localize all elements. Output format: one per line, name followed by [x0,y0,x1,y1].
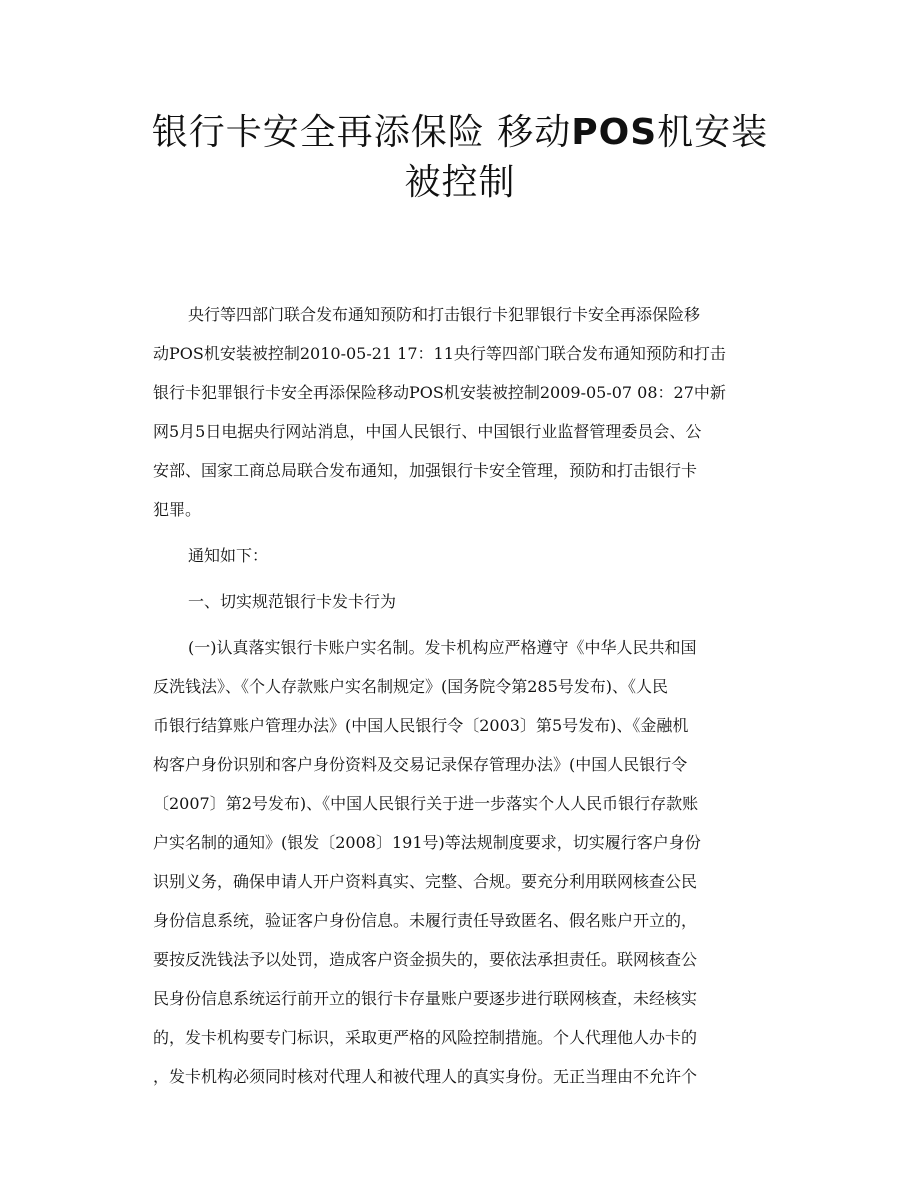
paragraph-line: 户实名制的通知》(银发〔2008〕191号)等法规制度要求，切实履行客户身份 [153,833,701,852]
title-line-1-part-a: 银行卡安全再添保险 移动 [151,112,572,153]
title-line-1 [130,108,790,158]
paragraph-line: 币银行结算账户管理办法》(中国人民银行令〔2003〕第5号发布)、《金融机 [153,716,689,735]
paragraph-line: 安部、国家工商总局联合发布通知，加强银行卡安全管理，预防和打击银行卡 [153,461,698,480]
paragraph-line: 身份信息系统，验证客户身份信息。未履行责任导致匿名、假名账户开立的， [153,911,698,930]
page-title [130,108,790,208]
title-line-1-part-b: POS [571,112,658,153]
paragraph-2: 通知如下： [188,546,269,565]
paragraph-line: 〔2007〕第2号发布)、《中国人民银行关于进一步落实个人人民币银行存款账 [153,794,699,813]
paragraph-line: 的，发卡机构要专门标识，采取更严格的风险控制措施。个人代理他人办卡的 [153,1028,698,1047]
document-body [153,295,768,1096]
title-line-1-part-c: 机安装 [657,112,769,153]
paragraph-line: 银行卡犯罪银行卡安全再添保险移动POS机安装被控制2009-05-07 08：27中新 [153,383,726,402]
paragraph-line: 识别义务，确保申请人开户资料真实、完整、合规。要充分利用联网核查公民 [153,872,698,891]
paragraph-line: 民身份信息系统运行前开立的银行卡存量账户要逐步进行联网核查，未经核实 [153,989,698,1008]
paragraph-line: 构客户身份识别和客户身份资料及交易记录保存管理办法》(中国人民银行令 [153,755,688,774]
paragraph-1 [153,295,768,529]
paragraph-line: 犯罪。 [153,500,202,519]
paragraph-4 [153,628,768,1096]
paragraph-line: ，发卡机构必须同时核对代理人和被代理人的真实身份。无正当理由不允许个 [153,1067,698,1086]
paragraph-line: 央行等四部门联合发布通知预防和打击银行卡犯罪银行卡安全再添保险移 [188,305,701,324]
section-heading-1: 一、切实规范银行卡发卡行为 [188,592,397,611]
paragraph-line: (一)认真落实银行卡账户实名制。发卡机构应严格遵守《中华人民共和国 [188,638,697,657]
paragraph-line: 网5月5日电据央行网站消息，中国人民银行、中国银行业监督管理委员会、公 [153,422,702,441]
paragraph-line: 要按反洗钱法予以处罚，造成客户资金损失的，要依法承担责任。联网核查公 [153,950,698,969]
paragraph-line: 动POS机安装被控制2010-05-21 17：11央行等四部门联合发布通知预防和打击 [153,344,726,363]
paragraph-line: 反洗钱法》、《个人存款账户实名制规定》(国务院令第285号发布)、《人民 [153,677,669,696]
title-line-2: 被控制 [404,162,516,203]
